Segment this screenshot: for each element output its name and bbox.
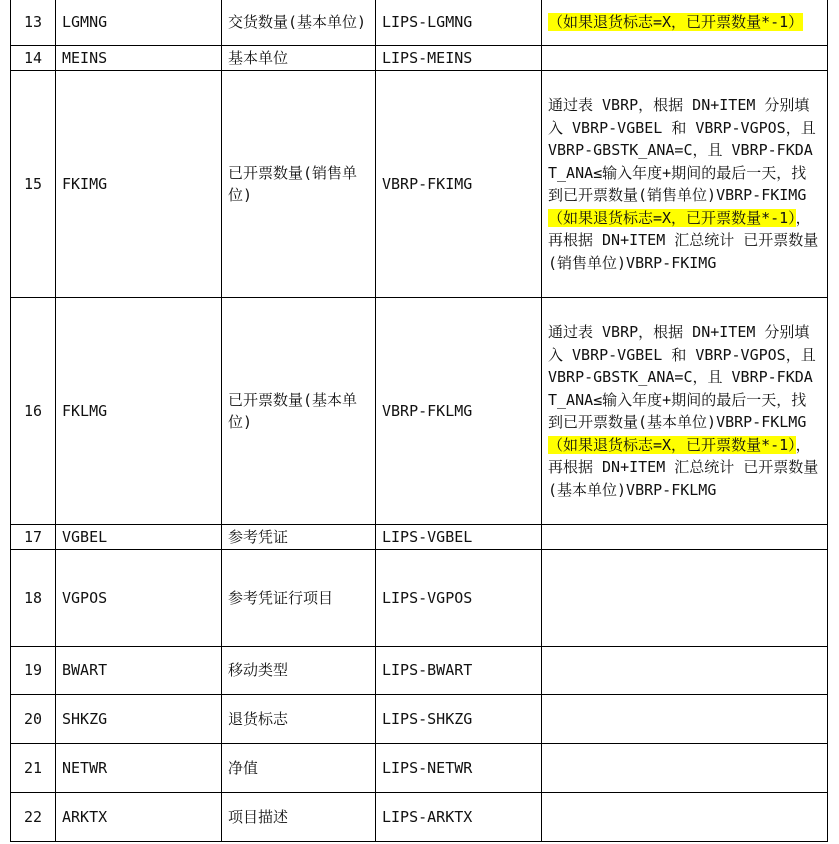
rule-text: 通过表 VBRP，根据 DN+ITEM 分别填入 VBRP-VGBEL 和 VBRP-VGPOS，且 VBRP-GBSTK_ANA=C，且 VBRP-FKDAT_ANA≤输入年度+期间的最后一天，找到已开票数量(基本单位)VBRP-FKLMG bbox=[548, 323, 816, 431]
field-description: 项目描述 bbox=[222, 793, 376, 842]
field-description: 参考凭证行项目 bbox=[222, 550, 376, 647]
field-name: VGBEL bbox=[56, 525, 222, 550]
mapping-rule bbox=[542, 793, 828, 842]
field-name: FKLMG bbox=[56, 298, 222, 525]
field-name: LGMNG bbox=[56, 0, 222, 46]
highlighted-note: （如果退货标志=X，已开票数量*-1） bbox=[548, 208, 796, 227]
table-row bbox=[11, 71, 828, 298]
row-number: 20 bbox=[11, 695, 56, 744]
source-field: LIPS-VGPOS bbox=[376, 550, 542, 647]
field-name: SHKZG bbox=[56, 695, 222, 744]
field-description: 基本单位 bbox=[222, 46, 376, 71]
source-field: LIPS-LGMNG bbox=[376, 0, 542, 46]
mapping-rule bbox=[542, 647, 828, 695]
field-description: 交货数量(基本单位) bbox=[222, 0, 376, 46]
row-number: 17 bbox=[11, 525, 56, 550]
field-description: 净值 bbox=[222, 744, 376, 793]
mapping-rule bbox=[542, 695, 828, 744]
field-description: 移动类型 bbox=[222, 647, 376, 695]
mapping-rule bbox=[542, 298, 828, 525]
source-field: LIPS-ARKTX bbox=[376, 793, 542, 842]
field-name: MEINS bbox=[56, 46, 222, 71]
row-number: 21 bbox=[11, 744, 56, 793]
row-number: 18 bbox=[11, 550, 56, 647]
row-number: 13 bbox=[11, 0, 56, 46]
table-row bbox=[11, 0, 828, 46]
source-field: VBRP-FKLMG bbox=[376, 298, 542, 525]
field-description: 已开票数量(基本单位) bbox=[222, 298, 376, 525]
mapping-rule bbox=[542, 550, 828, 647]
source-field: VBRP-FKIMG bbox=[376, 71, 542, 298]
table-row bbox=[11, 525, 828, 550]
table-row bbox=[11, 550, 828, 647]
rule-text: ，再根据 DN+ITEM 汇总统计 已开票数量(销售单位)VBRP-FKIMG bbox=[548, 208, 819, 272]
table-row bbox=[11, 647, 828, 695]
field-name: NETWR bbox=[56, 744, 222, 793]
field-name: ARKTX bbox=[56, 793, 222, 842]
table-row bbox=[11, 298, 828, 525]
table-row bbox=[11, 695, 828, 744]
field-name: FKIMG bbox=[56, 71, 222, 298]
source-field: LIPS-NETWR bbox=[376, 744, 542, 793]
field-mapping-table bbox=[10, 0, 828, 842]
row-number: 15 bbox=[11, 71, 56, 298]
row-number: 16 bbox=[11, 298, 56, 525]
field-description: 参考凭证 bbox=[222, 525, 376, 550]
row-number: 14 bbox=[11, 46, 56, 71]
mapping-rule bbox=[542, 744, 828, 793]
source-field: LIPS-BWART bbox=[376, 647, 542, 695]
source-field: LIPS-VGBEL bbox=[376, 525, 542, 550]
source-field: LIPS-MEINS bbox=[376, 46, 542, 71]
row-number: 19 bbox=[11, 647, 56, 695]
mapping-rule bbox=[542, 525, 828, 550]
mapping-rule bbox=[542, 0, 828, 46]
table-row bbox=[11, 744, 828, 793]
field-name: BWART bbox=[56, 647, 222, 695]
source-field: LIPS-SHKZG bbox=[376, 695, 542, 744]
mapping-rule bbox=[542, 46, 828, 71]
mapping-rule bbox=[542, 71, 828, 298]
row-number: 22 bbox=[11, 793, 56, 842]
highlighted-note: （如果退货标志=X，已开票数量*-1） bbox=[548, 13, 804, 32]
rule-text: 通过表 VBRP，根据 DN+ITEM 分别填入 VBRP-VGBEL 和 VBRP-VGPOS，且 VBRP-GBSTK_ANA=C，且 VBRP-FKDAT_ANA≤输入年度+期间的最后一天，找到已开票数量(销售单位)VBRP-FKIMG bbox=[548, 96, 816, 204]
field-name: VGPOS bbox=[56, 550, 222, 647]
table-row bbox=[11, 793, 828, 842]
field-description: 退货标志 bbox=[222, 695, 376, 744]
field-description: 已开票数量(销售单位) bbox=[222, 71, 376, 298]
highlighted-note: （如果退货标志=X，已开票数量*-1） bbox=[548, 435, 796, 454]
rule-text: ，再根据 DN+ITEM 汇总统计 已开票数量(基本单位)VBRP-FKLMG bbox=[548, 435, 819, 499]
table-row bbox=[11, 46, 828, 71]
